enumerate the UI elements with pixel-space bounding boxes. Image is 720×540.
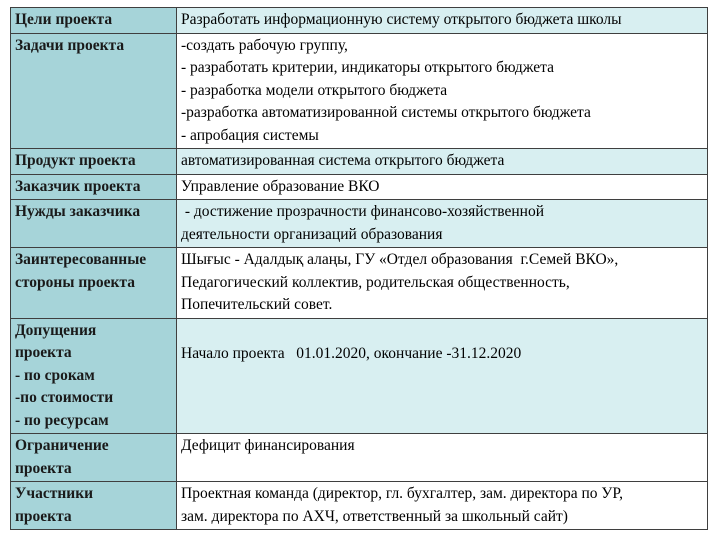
value-line: - разработка модели открытого бюджета: [181, 81, 448, 99]
table-row-assumptions: [11, 318, 708, 434]
table-row-participants: [11, 482, 708, 530]
label-line: Цели проекта: [15, 11, 113, 28]
label-line: проекта: [15, 507, 72, 525]
table-row-constraints: [11, 434, 708, 482]
row-label-product: [11, 149, 177, 175]
value-line: Управление образование ВКО: [181, 177, 380, 195]
value-line: автоматизированная система открытого бюджета: [181, 152, 505, 169]
row-value-product: [177, 149, 708, 175]
row-value-customer-needs: [177, 200, 708, 248]
label-line: Заинтересованные: [15, 251, 147, 268]
table-row-customer: [11, 174, 708, 200]
table-row-goals: [11, 8, 708, 34]
table-row-product: [11, 149, 708, 175]
row-label-goals: [11, 8, 177, 34]
value-line: Проектная команда (директор, гл. бухгалтер, зам. директора по УР,: [181, 485, 623, 502]
row-value-goals: [177, 8, 708, 34]
table-row-tasks: [11, 33, 708, 149]
project-passport-table: [10, 7, 708, 530]
value-line: - достижение прозрачности финансово-хозяйственной: [181, 203, 545, 220]
label-line: - по срокам: [15, 366, 95, 384]
value-line: -создать рабочую группу,: [181, 36, 348, 54]
row-value-tasks: [177, 33, 708, 149]
table-row-customer-needs: [11, 200, 708, 248]
row-label-constraints: [11, 434, 177, 482]
value-line: Попечительский совет.: [181, 296, 333, 313]
value-line: Дефицит финансирования: [181, 437, 355, 454]
value-line: - апробация системы: [181, 126, 319, 144]
value-line: - разработать критерии, индикаторы открытого бюджета: [181, 59, 554, 76]
value-line: зам. директора по АХЧ, ответственный за школьный сайт): [181, 507, 568, 525]
label-line: Задачи проекта: [15, 36, 125, 54]
value-line: Разработать информационную систему открытого бюджета школы: [181, 11, 622, 28]
value-line: Начало проекта 01.01.2020, окончание -31.12.2020: [181, 344, 522, 362]
row-value-customer: [177, 174, 708, 200]
label-line: Нужды заказчика: [15, 203, 141, 220]
label-line: Заказчик проекта: [15, 177, 141, 195]
row-label-customer: [11, 174, 177, 200]
label-line: Ограничение: [15, 437, 109, 454]
label-line: Допущения: [15, 321, 97, 339]
label-line: - по ресурсам: [15, 411, 109, 429]
row-label-customer-needs: [11, 200, 177, 248]
label-line: -по стоимости: [15, 389, 114, 406]
label-line: стороны проекта: [15, 273, 135, 291]
row-value-participants: [177, 482, 708, 530]
label-line: Участники: [15, 485, 94, 502]
value-line: Шығыс - Адалдық алаңы, ГУ «Отдел образования г.Семей ВКО»,: [181, 251, 619, 268]
label-line: проекта: [15, 344, 72, 361]
row-label-tasks: [11, 33, 177, 149]
value-line: деятельности организаций образования: [181, 225, 443, 243]
project-passport-table-wrapper: [10, 7, 708, 530]
table-row-stakeholders: [11, 248, 708, 319]
row-value-stakeholders: [177, 248, 708, 319]
row-value-assumptions: [177, 318, 708, 434]
value-line: Педагогический коллектив, родительская общественность,: [181, 273, 570, 291]
value-line: -разработка автоматизированной системы открытого бюджета: [181, 104, 591, 121]
label-line: Продукт проекта: [15, 152, 136, 169]
row-label-stakeholders: [11, 248, 177, 319]
row-label-participants: [11, 482, 177, 530]
row-value-constraints: [177, 434, 708, 482]
row-label-assumptions: [11, 318, 177, 434]
label-line: проекта: [15, 459, 72, 477]
